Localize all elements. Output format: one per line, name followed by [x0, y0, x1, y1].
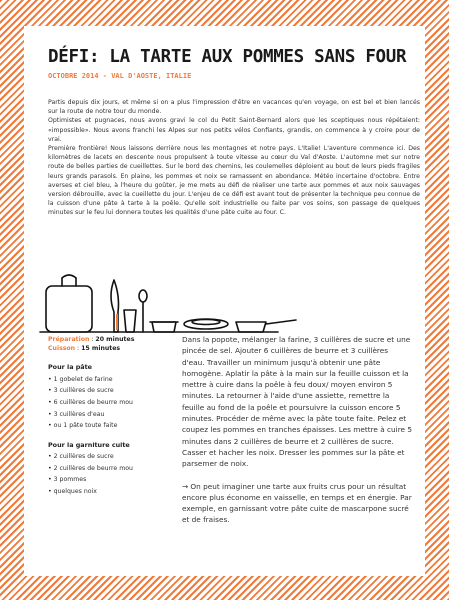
cook-time: Cuisson : 15 minutes: [48, 345, 121, 353]
tip-text: → On peut imaginer une tarte aux fruits crus pour un résultat encore plus économe en vaisselle, en temps et en énergie. Par exemple, en garnissant votre pâte cuite de mascarpone sucré et de fraises.: [182, 481, 412, 525]
prep-time: Préparation : 20 minutes: [48, 336, 135, 343]
subtitle: OCTOBRE 2014 - VAL D'AOSTE, ITALIE: [48, 72, 192, 80]
cutting-board-icon: [46, 275, 92, 332]
list-item: • ou 1 pâte toute faite: [48, 421, 188, 430]
knife-handle-icon: [116, 314, 118, 330]
prep-label: Préparation: [48, 336, 90, 343]
content-panel: [24, 26, 425, 576]
plate-icon: [184, 319, 228, 329]
list-item: • 1 gobelet de farine: [48, 375, 188, 384]
intro-paragraph: Première frontière! Nous laissons derrière nous les montagnes et notre pays. L'Italie! L'aventure commence ici. Des kilomètres de lacets en descente nous propulsent à toute vitesse au cœur du Val d'Aoste. L'automne met sur notre route de belles parties de cueillettes. Sur le bord des chemins, les coulemelles déploient au bout de leurs pieds fragiles leurs grands parasols. En plaine, les pommes et noix se ramassent en abondance. Météo incertaine d'octobre. Entre averses et ciel bleu, à l'heure du goûter, je me mets au défi de réaliser une tarte aux pommes et aux noix sauvages version débrouille, avec la cueillette du jour. L'enjeu de ce défi est avant tout de présenter la technique peu connue de la cuisson d'une pâte à tarte à la poêle. Qu'elle soit industrielle ou faite par vos soins, son passage de quelques minutes sur le feu lui donnera toutes les qualités d'une pâte cuite au four. C.: [48, 145, 420, 217]
intro-paragraph: Partis depuis dix jours, et même si on a plus l'impression d'être en vacances qu'en voyage, on est bel et bien lancés sur la route de notre tour du monde.: [48, 99, 420, 116]
intro-paragraph: Optimistes et pugnaces, nous avons gravi le col du Petit Saint-Bernard alors que les sceptiques nous répétaient: «impossible». Nous avons franchi les Alpes sur nos petits vélos Confiants, grandis, on commence à y croire pour de vrai.: [48, 117, 420, 143]
list-item: • 3 pommes: [48, 475, 188, 484]
list-item: • 3 cuillères de sucre: [48, 386, 188, 395]
dough-list: [48, 375, 188, 431]
steps-text: Dans la popote, mélanger la farine, 3 cuillères de sucre et une pincée de sel. Ajouter 6 cuillères de beurre et 3 cuillères d'eau. Travailler un minimum jusqu'à obtenir une pâte homogène. Aplatir la pâte à la main sur la feuille cuisson et la mettre à cuire dans la poêle à feu doux/ moyen environ 5 minutes. La retourner à l'aide d'une assiette, remettre la feuille au fond de la poêle et poursuivre la cuisson encore 5 minutes. Procéder de même avec la pâte toute faite. Pelez et coupez les pommes en tranches épaisses. Les mettre à cuire 5 minutes dans 2 cuillères de beurre et 2 cuillères de sucre. Casser et hacher les noix. Dresser les pommes sur la pâte et parsemer de noix.: [182, 335, 412, 469]
pot-icon: [150, 322, 178, 332]
list-item: • quelques noix: [48, 487, 188, 496]
filling-heading: Pour la garniture cuite: [48, 440, 130, 449]
intro-text: [48, 98, 420, 218]
list-item: • 2 cuillères de sucre: [48, 452, 188, 461]
dough-heading: Pour la pâte: [48, 363, 93, 372]
list-item: • 2 cuillères de beurre mou: [48, 464, 188, 473]
cook-value: 15 minutes: [81, 345, 121, 353]
cook-label: Cuisson: [48, 345, 76, 353]
cup-icon: [124, 310, 136, 332]
spoon-icon: [139, 290, 147, 332]
page-title: DÉFI: LA TARTE AUX POMMES SANS FOUR: [48, 47, 407, 67]
filling-list: [48, 452, 188, 496]
prep-value: 20 minutes: [95, 336, 135, 343]
recipe-steps: [182, 334, 412, 526]
ingredients-sidebar: [48, 335, 188, 499]
list-item: • 3 cuillères d'eau: [48, 410, 188, 419]
list-item: • 6 cuillères de beurre mou: [48, 398, 188, 407]
frying-pan-icon: [236, 320, 296, 332]
